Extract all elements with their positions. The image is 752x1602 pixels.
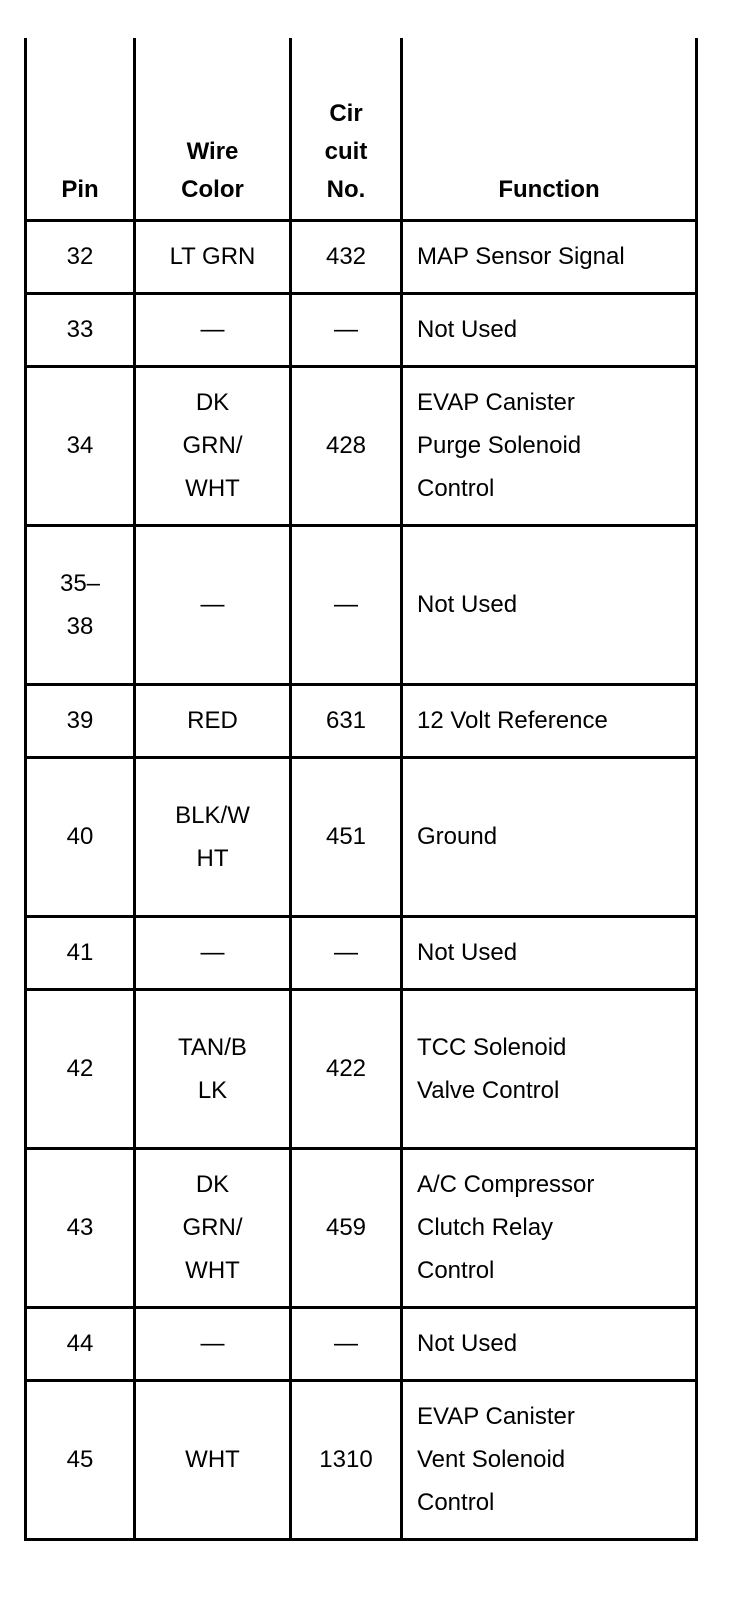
function-cell-text: 12 Volt Reference <box>417 707 608 734</box>
pin-cell <box>26 1307 135 1380</box>
header-function <box>402 38 697 220</box>
function-cell-text: Not Used <box>417 591 518 618</box>
pin-cell-text: 42 <box>66 1055 94 1082</box>
pin-cell-text: 45 <box>66 1446 94 1473</box>
table-row <box>26 525 697 684</box>
pin-cell-text: 40 <box>66 823 94 850</box>
function-cell <box>402 525 697 684</box>
header-circuit-no <box>291 38 402 220</box>
wire-color-cell-text: DK <box>195 1171 230 1198</box>
connector-pinout-document <box>24 38 698 1541</box>
function-cell <box>402 220 697 293</box>
function-cell-text: Control <box>417 475 495 502</box>
table-row <box>26 757 697 916</box>
pin-cell-text: 41 <box>66 939 94 966</box>
function-cell-text: Clutch Relay <box>417 1214 554 1241</box>
pin-cell <box>26 757 135 916</box>
pin-cell-text: 38 <box>66 612 94 640</box>
pin-cell <box>26 1148 135 1307</box>
header-circuit-line: cuit <box>324 137 368 165</box>
circuit-cell <box>291 1148 402 1307</box>
function-cell-text: Vent Solenoid <box>417 1446 566 1473</box>
function-cell-text: Valve Control <box>417 1076 560 1104</box>
circuit-cell <box>291 684 402 757</box>
function-cell-text: EVAP Canister <box>417 1403 575 1430</box>
pin-cell-text: 39 <box>66 707 94 734</box>
function-cell-text: Control <box>417 1489 495 1516</box>
pin-cell-text: 33 <box>66 316 94 343</box>
function-cell-text: Purge Solenoid <box>417 432 582 459</box>
wire-color-cell-text: — <box>200 939 225 966</box>
pin-cell-text: 35– <box>59 569 101 597</box>
function-cell <box>402 684 697 757</box>
function-cell <box>402 1148 697 1307</box>
circuit-cell-text: 422 <box>325 1055 367 1082</box>
wire-color-cell <box>135 989 291 1148</box>
pin-cell <box>26 366 135 525</box>
header-wire-color-line: Wire <box>186 137 239 165</box>
wire-color-cell-text: — <box>200 1330 225 1357</box>
pinout-table <box>24 38 698 1541</box>
wire-color-cell-text: WHT <box>185 475 240 502</box>
wire-color-cell-text: RED <box>187 707 238 734</box>
circuit-cell-text: 451 <box>325 823 367 850</box>
circuit-cell-text: 631 <box>325 707 367 734</box>
pin-cell-text: 43 <box>66 1214 94 1241</box>
function-cell-text: A/C Compressor <box>417 1171 595 1198</box>
function-cell-text: Ground <box>417 823 498 850</box>
wire-color-cell <box>135 1307 291 1380</box>
circuit-cell <box>291 525 402 684</box>
circuit-cell-text: 459 <box>325 1214 367 1241</box>
wire-color-cell <box>135 366 291 525</box>
circuit-cell-text: — <box>334 591 358 618</box>
pin-cell <box>26 525 135 684</box>
pin-cell-text: 44 <box>66 1330 94 1357</box>
table-body <box>26 220 697 1539</box>
wire-color-cell <box>135 1148 291 1307</box>
wire-color-cell <box>135 525 291 684</box>
function-cell-text: Control <box>417 1257 495 1284</box>
function-cell-text: TCC Solenoid <box>417 1033 567 1061</box>
table-row <box>26 220 697 293</box>
function-cell <box>402 1307 697 1380</box>
table-row <box>26 1380 697 1539</box>
function-cell <box>402 916 697 989</box>
circuit-cell-text: 432 <box>325 243 367 270</box>
wire-color-cell-text: WHT <box>185 1257 240 1284</box>
circuit-cell <box>291 916 402 989</box>
table-row <box>26 366 697 525</box>
circuit-cell <box>291 366 402 525</box>
wire-color-cell <box>135 916 291 989</box>
circuit-cell-text: — <box>334 316 358 343</box>
table-row <box>26 916 697 989</box>
table-row <box>26 293 697 366</box>
header-function-label: Function <box>498 175 600 203</box>
header-wire-color <box>135 38 291 220</box>
circuit-cell <box>291 220 402 293</box>
wire-color-cell-text: GRN/ <box>182 1214 243 1241</box>
wire-color-cell-text: TAN/B <box>178 1033 247 1061</box>
pin-cell <box>26 684 135 757</box>
pin-cell <box>26 989 135 1148</box>
header-pin <box>26 38 135 220</box>
circuit-cell <box>291 989 402 1148</box>
table-row <box>26 1307 697 1380</box>
function-cell <box>402 989 697 1148</box>
header-circuit-line: Cir <box>329 99 363 127</box>
table-row <box>26 989 697 1148</box>
wire-color-cell-text: — <box>200 316 225 343</box>
function-cell <box>402 757 697 916</box>
wire-color-cell-text: — <box>200 591 225 618</box>
wire-color-cell-text: LT GRN <box>169 243 256 270</box>
function-cell <box>402 293 697 366</box>
circuit-cell <box>291 1307 402 1380</box>
function-cell-text: MAP Sensor Signal <box>417 243 625 270</box>
function-cell <box>402 366 697 525</box>
wire-color-cell <box>135 757 291 916</box>
table-row <box>26 684 697 757</box>
wire-color-cell-text: BLK/W <box>175 801 250 829</box>
circuit-cell-text: — <box>334 1330 358 1357</box>
function-cell-text: EVAP Canister <box>417 389 575 416</box>
wire-color-cell <box>135 293 291 366</box>
wire-color-cell-text: WHT <box>185 1446 240 1473</box>
header-pin-label: Pin <box>61 175 99 203</box>
function-cell <box>402 1380 697 1539</box>
circuit-cell-text: 428 <box>325 432 367 459</box>
table-row <box>26 1148 697 1307</box>
circuit-cell <box>291 1380 402 1539</box>
wire-color-cell-text: DK <box>195 389 230 416</box>
header-wire-color-line: Color <box>181 175 244 203</box>
header-circuit-line: No. <box>326 175 366 203</box>
wire-color-cell-text: GRN/ <box>182 432 243 459</box>
wire-color-cell-text: LK <box>197 1076 228 1104</box>
pin-cell-text: 32 <box>66 243 94 270</box>
function-cell-text: Not Used <box>417 316 518 343</box>
wire-color-cell <box>135 1380 291 1539</box>
pin-cell-text: 34 <box>66 432 94 459</box>
wire-color-cell <box>135 220 291 293</box>
pin-cell <box>26 1380 135 1539</box>
circuit-cell-text: — <box>334 939 358 966</box>
pin-cell <box>26 293 135 366</box>
pin-cell <box>26 220 135 293</box>
wire-color-cell-text: HT <box>196 844 229 872</box>
circuit-cell <box>291 757 402 916</box>
function-cell-text: Not Used <box>417 1330 518 1357</box>
circuit-cell-text: 1310 <box>319 1446 373 1473</box>
circuit-cell <box>291 293 402 366</box>
function-cell-text: Not Used <box>417 939 518 966</box>
table-header-row <box>26 38 697 220</box>
pin-cell <box>26 916 135 989</box>
wire-color-cell <box>135 684 291 757</box>
